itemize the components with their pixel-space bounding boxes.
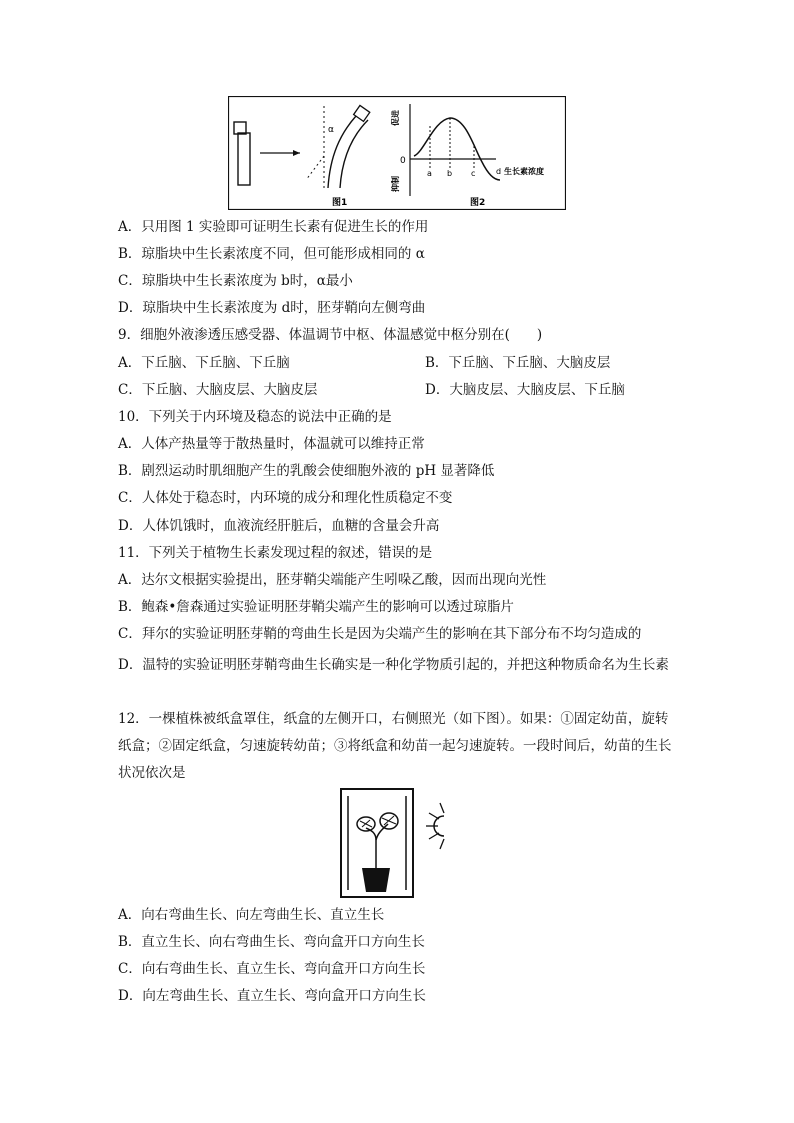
q10-option-b: B．剧烈运动时肌细胞产生的乳酸会使细胞外液的 pH 显著降低: [118, 463, 495, 479]
q9-stem: 9．细胞外液渗透压感受器、体温调节中枢、体温感觉中枢分别在( ): [118, 327, 543, 343]
y-axis-inhibit: 抑制: [391, 176, 400, 192]
y-axis-promote: 促进: [391, 110, 400, 126]
flower-pot: [362, 868, 390, 892]
q9-option-a: A．下丘脑、下丘脑、下丘脑: [118, 355, 290, 371]
q12-stem: 12．一棵植株被纸盒罩住，纸盒的左侧开口，右侧照光（如下图）。如果：①固定幼苗，旋转纸盒；②固定纸盒，匀速旋转幼苗；③将纸盒和幼苗一起匀速旋转。一段时间后，幼苗的生长状况依次是: [118, 711, 672, 781]
q10-stem: 10．下列关于内环境及稳态的说法中正确的是: [118, 409, 392, 425]
q12-option-d: D．向左弯曲生长、直立生长、弯向盒开口方向生长: [118, 988, 426, 1004]
q11-stem: 11．下列关于植物生长素发现过程的叙述，错误的是: [118, 545, 433, 561]
q10-option-d: D．人体饥饿时，血液流经肝脏后，血糖的含量会升高: [118, 518, 440, 534]
caption-fig1: 图1: [332, 198, 348, 208]
figure-coleoptile-auxin: [228, 96, 566, 210]
q8-option-a: A．只用图 1 实验即可证明生长素有促进生长的作用: [118, 219, 429, 235]
q9-option-d: D．大脑皮层、大脑皮层、下丘脑: [425, 382, 625, 398]
figure-svg: [228, 96, 566, 210]
tick-a: a: [427, 169, 432, 178]
plant-box-svg: [340, 788, 455, 900]
x-axis-label: 生长素浓度: [504, 167, 544, 176]
q8-option-c: C．琼脂块中生长素浓度为 b时，α最小: [118, 273, 353, 289]
q12-option-b: B．直立生长、向右弯曲生长、弯向盒开口方向生长: [118, 934, 425, 950]
figure-plant-box: [340, 788, 455, 900]
q10-option-a: A．人体产热量等于散热量时，体温就可以维持正常: [118, 436, 425, 452]
q9-option-b: B．下丘脑、下丘脑、大脑皮层: [425, 355, 611, 371]
q11-option-c: C．拜尔的实验证明胚芽鞘的弯曲生长是因为尖端产生的影响在其下部分布不均匀造成的: [118, 626, 642, 642]
alpha-label: α: [328, 125, 334, 135]
tick-b: b: [447, 169, 453, 178]
q8-option-d: D．琼脂块中生长素浓度为 d时，胚芽鞘向左侧弯曲: [118, 300, 426, 316]
q9-option-c: C．下丘脑、大脑皮层、大脑皮层: [118, 382, 318, 398]
zero-label: 0: [400, 156, 406, 166]
tick-d: d: [496, 167, 502, 176]
caption-fig2: 图2: [470, 198, 486, 208]
q12-option-c: C．向右弯曲生长、直立生长、弯向盒开口方向生长: [118, 961, 426, 977]
tick-c: c: [471, 169, 476, 178]
q12-option-a: A．向右弯曲生长、向左弯曲生长、直立生长: [118, 907, 385, 923]
q10-option-c: C．人体处于稳态时，内环境的成分和理化性质稳定不变: [118, 490, 453, 506]
q11-option-a: A．达尔文根据实验提出，胚芽鞘尖端能产生吲哚乙酸，因而出现向光性: [118, 572, 547, 588]
q11-option-d: D．温特的实验证明胚芽鞘弯曲生长确实是一种化学物质引起的，并把这种物质命名为生长素: [118, 657, 669, 673]
q8-option-b: B．琼脂块中生长素浓度不同，但可能形成相同的 α: [118, 246, 425, 262]
q11-option-b: B．鲍森•詹森通过实验证明胚芽鞘尖端产生的影响可以透过琼脂片: [118, 599, 514, 615]
